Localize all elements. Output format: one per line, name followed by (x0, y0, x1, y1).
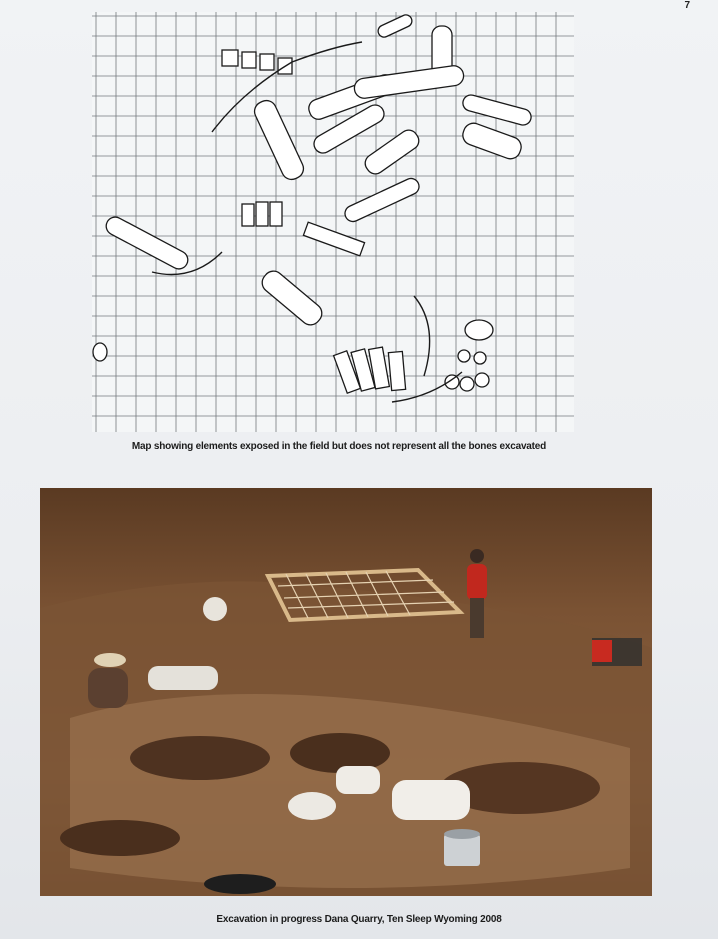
bone-outline (93, 343, 107, 361)
bone-outline (242, 52, 256, 68)
bone-outline (458, 350, 470, 362)
bone-outline (342, 176, 421, 224)
bone-outline (376, 13, 414, 39)
bone-outline (475, 373, 489, 387)
excavation-photo-drawing (40, 488, 652, 896)
bone-outline (242, 204, 254, 226)
bone-outline (465, 320, 493, 340)
bone-outline (388, 351, 405, 390)
bone-outline (461, 93, 533, 127)
bone-outline (474, 352, 486, 364)
bone-outline (270, 202, 282, 226)
map-caption: Map showing elements exposed in the field but does not represent all the bones excavated (131, 441, 547, 452)
quarry-map-drawing (92, 12, 574, 432)
bone-outline (256, 202, 268, 226)
bone-outline (260, 54, 274, 70)
excavation-photo (40, 488, 652, 896)
bone-outline (362, 127, 423, 178)
bone-outline (460, 377, 474, 391)
bone-outline (460, 120, 524, 161)
page-number: 7 (684, 0, 690, 11)
quarry-map-figure (92, 12, 574, 432)
bone-outline (353, 64, 465, 99)
photo-caption: Excavation in progress Dana Quarry, Ten Sleep Wyoming 2008 (216, 914, 502, 925)
bone-outline (251, 97, 306, 182)
bone-outline (222, 50, 238, 66)
bone-outline (303, 222, 364, 256)
